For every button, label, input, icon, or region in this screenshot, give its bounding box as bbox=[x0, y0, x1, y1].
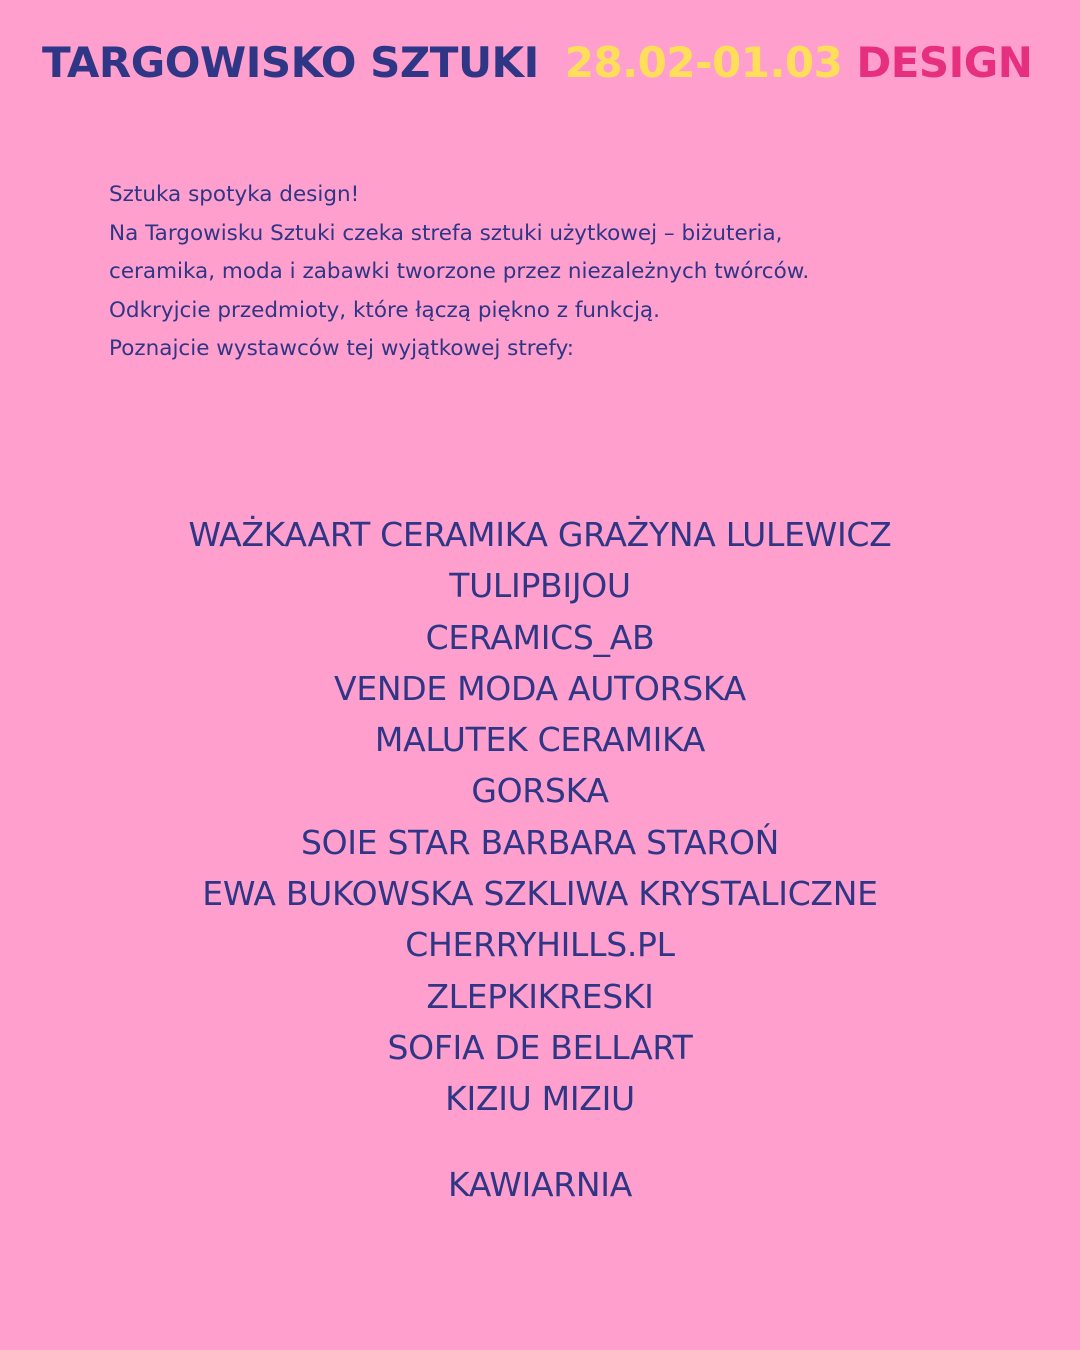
exhibitor-list bbox=[0, 509, 1080, 1210]
exhibitor-item: GORSKA bbox=[471, 771, 609, 811]
exhibitor-item: CHERRYHILLS.PL bbox=[405, 925, 675, 965]
event-tag: DESIGN bbox=[856, 38, 1033, 87]
intro-line: ceramika, moda i zabawki tworzone przez niezależnych twórców. bbox=[109, 259, 810, 284]
exhibitor-item: KIZIU MIZIU bbox=[445, 1079, 635, 1119]
intro-line: Sztuka spotyka design! bbox=[109, 182, 360, 207]
intro-text bbox=[109, 176, 1029, 369]
header bbox=[42, 36, 1062, 90]
cafe-label: KAWIARNIA bbox=[448, 1164, 632, 1204]
intro-line: Odkryjcie przedmioty, które łączą piękno z funkcją. bbox=[109, 297, 660, 323]
exhibitor-item: MALUTEK CERAMIKA bbox=[374, 720, 706, 760]
event-title: TARGOWISKO SZTUKI bbox=[42, 38, 539, 87]
exhibitor-item: TULIPBIJOU bbox=[449, 566, 631, 606]
exhibitor-item: ZLEPKIKRESKI bbox=[426, 976, 654, 1016]
exhibitor-item: SOIE STAR BARBARA STAROŃ bbox=[300, 822, 780, 862]
exhibitor-item: WAŻKAART CERAMIKA GRAŻYNA LULEWICZ bbox=[188, 515, 892, 554]
intro-line: Poznajcie wystawców tej wyjątkowej strefy: bbox=[109, 336, 574, 361]
exhibitor-item: VENDE MODA AUTORSKA bbox=[334, 668, 746, 708]
intro-line: Na Targowisku Sztuki czeka strefa sztuki użytkowej – biżuteria, bbox=[109, 220, 783, 246]
exhibitor-item: SOFIA DE BELLART bbox=[387, 1027, 693, 1067]
event-dates: 28.02-01.03 bbox=[564, 38, 843, 87]
exhibitor-item: EWA BUKOWSKA SZKLIWA KRYSTALICZNE bbox=[202, 874, 878, 914]
exhibitor-item: CERAMICS_AB bbox=[425, 617, 655, 657]
